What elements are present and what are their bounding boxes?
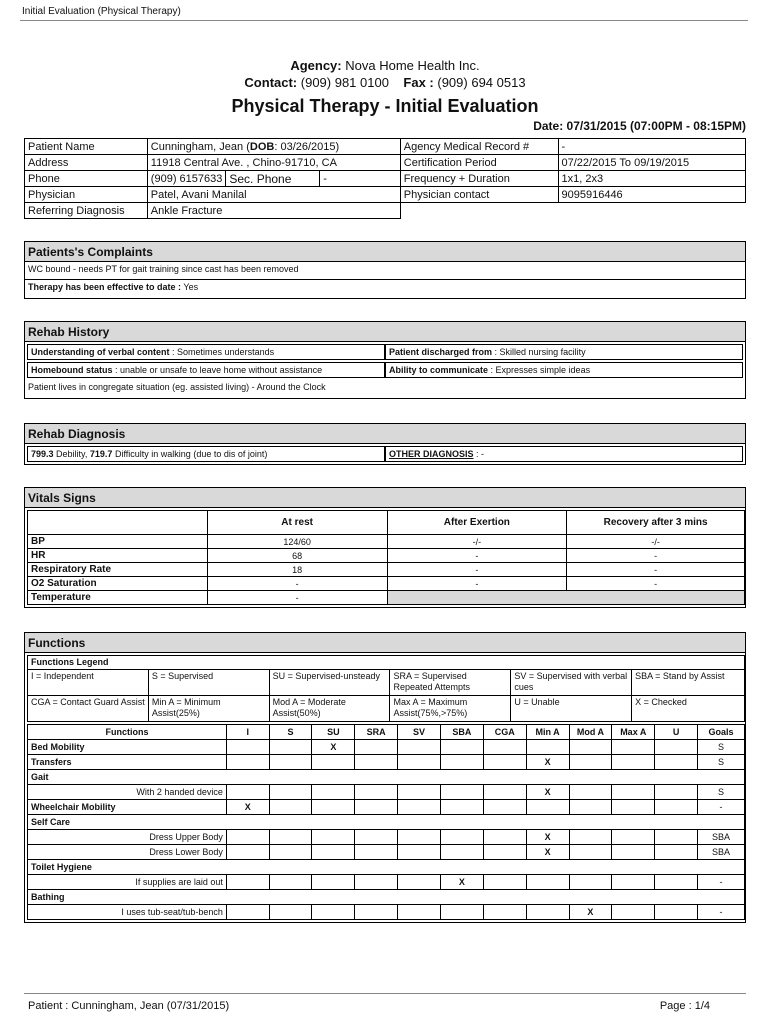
cert-label: Certification Period bbox=[400, 155, 558, 171]
other-diag-value: : - bbox=[476, 449, 485, 459]
function-cell bbox=[526, 740, 569, 755]
vital-rest: 18 bbox=[207, 563, 387, 577]
sec-phone-label: Sec. Phone bbox=[226, 171, 320, 187]
functions-header-cell: U bbox=[655, 725, 698, 740]
effective-label: Therapy has been effective to date : bbox=[28, 282, 182, 292]
functions-header-cell: S bbox=[269, 725, 312, 740]
functions-header-cell: Goals bbox=[697, 725, 744, 740]
freq-label: Frequency + Duration bbox=[400, 171, 558, 187]
function-cell bbox=[355, 740, 398, 755]
vitals-col-rest: At rest bbox=[207, 511, 387, 535]
function-cell bbox=[355, 800, 398, 815]
functions-row bbox=[28, 755, 745, 770]
function-cell bbox=[612, 905, 655, 920]
rehab-history-section bbox=[24, 321, 746, 399]
diag-text-1: Debility, bbox=[56, 449, 88, 459]
function-goal: - bbox=[697, 875, 744, 890]
function-cell bbox=[355, 755, 398, 770]
header-divider bbox=[20, 20, 748, 21]
function-cell bbox=[440, 740, 483, 755]
functions-row bbox=[28, 875, 745, 890]
vital-rest: 68 bbox=[207, 549, 387, 563]
function-cell bbox=[269, 905, 312, 920]
function-cell bbox=[269, 755, 312, 770]
functions-header-cell: SU bbox=[312, 725, 355, 740]
discharged-value: : Skilled nursing facility bbox=[494, 347, 586, 357]
function-goal: S bbox=[697, 785, 744, 800]
function-goal: SBA bbox=[697, 845, 744, 860]
vital-rest: - bbox=[207, 591, 387, 605]
patient-name-label: Patient Name bbox=[25, 139, 148, 155]
vital-name: Respiratory Rate bbox=[28, 563, 208, 577]
vitals-row bbox=[28, 549, 745, 563]
functions-legend bbox=[27, 655, 745, 722]
function-cell bbox=[483, 845, 526, 860]
phone-value: (909) 6157633 bbox=[147, 171, 226, 187]
address-value: 11918 Central Ave. , Chino-91710, CA bbox=[147, 155, 400, 171]
diag-code-2: 719.7 bbox=[89, 449, 113, 459]
function-cell bbox=[655, 830, 698, 845]
function-cell bbox=[312, 800, 355, 815]
physician-label: Physician bbox=[25, 187, 148, 203]
fax-label: Fax : bbox=[403, 75, 434, 90]
function-cell bbox=[398, 905, 441, 920]
functions-title: Functions bbox=[25, 633, 745, 653]
function-cell bbox=[312, 755, 355, 770]
diag-code-1: 799.3 bbox=[31, 449, 54, 459]
agency-fax: (909) 694 0513 bbox=[437, 75, 526, 90]
function-cell bbox=[355, 875, 398, 890]
vitals-title: Vitals Signs bbox=[25, 488, 745, 508]
function-goal: S bbox=[697, 755, 744, 770]
function-name: Wheelchair Mobility bbox=[28, 800, 227, 815]
function-cell bbox=[226, 830, 269, 845]
sec-phone-value: - bbox=[320, 171, 401, 187]
address-label: Address bbox=[25, 155, 148, 171]
record-value: - bbox=[558, 139, 746, 155]
legend-item: X = Checked bbox=[632, 696, 745, 722]
function-name: With 2 handed device bbox=[28, 785, 227, 800]
vitals-table bbox=[27, 510, 745, 605]
function-cell bbox=[226, 905, 269, 920]
discharged-cell bbox=[385, 344, 743, 360]
legend-item: CGA = Contact Guard Assist bbox=[28, 696, 149, 722]
agency-label: Agency: bbox=[290, 58, 342, 73]
functions-row bbox=[28, 845, 745, 860]
function-cell bbox=[569, 800, 612, 815]
verbal-label: Understanding of verbal content bbox=[31, 347, 170, 357]
function-goal: - bbox=[697, 800, 744, 815]
legend-item: SBA = Stand by Assist bbox=[632, 670, 745, 696]
function-cell bbox=[612, 785, 655, 800]
complaints-effective bbox=[25, 280, 745, 298]
physician-value: Patel, Avani Manilal bbox=[147, 187, 400, 203]
functions-row bbox=[28, 815, 745, 830]
function-cell: X bbox=[440, 875, 483, 890]
function-cell bbox=[526, 875, 569, 890]
function-cell bbox=[312, 905, 355, 920]
legend-item: S = Supervised bbox=[148, 670, 269, 696]
vital-exertion: - bbox=[387, 549, 567, 563]
function-cell bbox=[312, 845, 355, 860]
function-cell bbox=[269, 845, 312, 860]
function-cell bbox=[398, 785, 441, 800]
function-cell bbox=[569, 785, 612, 800]
visit-date: Date: 07/31/2015 (07:00PM - 08:15PM) bbox=[533, 119, 746, 133]
function-group-name: Bathing bbox=[28, 890, 745, 905]
functions-header-cell: SV bbox=[398, 725, 441, 740]
vitals-section bbox=[24, 487, 746, 608]
function-cell bbox=[440, 785, 483, 800]
verbal-cell bbox=[27, 344, 385, 360]
legend-item: SRA = Supervised Repeated Attempts bbox=[390, 670, 511, 696]
function-cell bbox=[526, 905, 569, 920]
function-cell bbox=[312, 785, 355, 800]
rehab-diagnosis-section bbox=[24, 423, 746, 465]
discharged-label: Patient discharged from bbox=[389, 347, 493, 357]
function-goal: SBA bbox=[697, 830, 744, 845]
function-cell bbox=[226, 845, 269, 860]
function-cell bbox=[355, 830, 398, 845]
function-cell: X bbox=[526, 845, 569, 860]
vital-recovery: -/- bbox=[567, 535, 745, 549]
contact-label: Contact: bbox=[244, 75, 298, 90]
function-cell bbox=[269, 800, 312, 815]
vitals-corner bbox=[28, 511, 208, 535]
function-goal: - bbox=[697, 905, 744, 920]
function-group-name: Gait bbox=[28, 770, 745, 785]
functions-table bbox=[27, 724, 745, 920]
page-header: Initial Evaluation (Physical Therapy) bbox=[22, 6, 181, 17]
diag-text-2: Difficulty in walking (due to dis of joint) bbox=[114, 449, 268, 459]
function-cell: X bbox=[569, 905, 612, 920]
vital-exertion: -/- bbox=[387, 535, 567, 549]
function-name: Transfers bbox=[28, 755, 227, 770]
function-name: Bed Mobility bbox=[28, 740, 227, 755]
function-cell bbox=[569, 875, 612, 890]
footer-divider bbox=[24, 993, 746, 994]
complaints-title: Patients's Complaints bbox=[25, 242, 745, 262]
vital-rest: 124/60 bbox=[207, 535, 387, 549]
other-diagnosis-cell bbox=[385, 446, 743, 462]
legend-item: Mod A = Moderate Assist(50%) bbox=[269, 696, 390, 722]
patient-info-table bbox=[24, 138, 746, 219]
diagnosis-row bbox=[27, 446, 743, 462]
functions-row bbox=[28, 830, 745, 845]
vital-name: HR bbox=[28, 549, 208, 563]
function-cell bbox=[398, 845, 441, 860]
function-cell bbox=[655, 800, 698, 815]
function-cell bbox=[440, 830, 483, 845]
function-cell: X bbox=[226, 800, 269, 815]
function-cell bbox=[226, 875, 269, 890]
function-cell bbox=[655, 875, 698, 890]
functions-row bbox=[28, 905, 745, 920]
function-cell bbox=[612, 875, 655, 890]
vital-exertion: - bbox=[387, 577, 567, 591]
function-cell bbox=[226, 755, 269, 770]
cert-value: 07/22/2015 To 09/19/2015 bbox=[558, 155, 746, 171]
legend-item: Max A = Maximum Assist(75%,>75%) bbox=[390, 696, 511, 722]
functions-section bbox=[24, 632, 746, 923]
function-name: If supplies are laid out bbox=[28, 875, 227, 890]
function-cell bbox=[398, 800, 441, 815]
function-cell bbox=[655, 785, 698, 800]
rehab-diagnosis-title: Rehab Diagnosis bbox=[25, 424, 745, 444]
agency-block bbox=[0, 57, 770, 91]
communicate-label: Ability to communicate bbox=[389, 365, 489, 375]
referring-value: Ankle Fracture bbox=[147, 203, 400, 219]
vital-rest: - bbox=[207, 577, 387, 591]
functions-header-cell: CGA bbox=[483, 725, 526, 740]
function-name: Dress Lower Body bbox=[28, 845, 227, 860]
other-diag-label: OTHER DIAGNOSIS bbox=[389, 449, 474, 459]
function-cell bbox=[269, 740, 312, 755]
functions-header-cell: Functions bbox=[28, 725, 227, 740]
vital-recovery: - bbox=[567, 563, 745, 577]
function-cell bbox=[612, 845, 655, 860]
function-cell: X bbox=[526, 755, 569, 770]
function-cell bbox=[483, 830, 526, 845]
rehab-history-title: Rehab History bbox=[25, 322, 745, 342]
function-cell bbox=[569, 830, 612, 845]
function-cell bbox=[269, 830, 312, 845]
legend-item: U = Unable bbox=[511, 696, 632, 722]
function-cell bbox=[483, 755, 526, 770]
functions-header-cell: Min A bbox=[526, 725, 569, 740]
function-group-name: Self Care bbox=[28, 815, 745, 830]
empty-cell bbox=[558, 203, 746, 219]
vital-name: Temperature bbox=[28, 591, 208, 605]
functions-header-row bbox=[28, 725, 745, 740]
referring-label: Referring Diagnosis bbox=[25, 203, 148, 219]
legend-item: SV = Supervised with verbal cues bbox=[511, 670, 632, 696]
function-cell bbox=[526, 800, 569, 815]
vitals-row bbox=[28, 563, 745, 577]
legend-item: Min A = Minimum Assist(25%) bbox=[148, 696, 269, 722]
patient-name: Cunningham, Jean bbox=[150, 140, 244, 153]
complaints-text: WC bound - needs PT for gait training since cast has been removed bbox=[25, 262, 745, 280]
function-cell bbox=[440, 905, 483, 920]
function-cell bbox=[612, 830, 655, 845]
function-cell bbox=[355, 845, 398, 860]
function-cell bbox=[440, 755, 483, 770]
functions-header-cell: I bbox=[226, 725, 269, 740]
function-cell: X bbox=[526, 830, 569, 845]
function-cell bbox=[655, 740, 698, 755]
communicate-value: : Expresses simple ideas bbox=[490, 365, 591, 375]
page-title: Physical Therapy - Initial Evaluation bbox=[231, 96, 539, 116]
lives-text: Patient lives in congregate situation (eg. assisted living) - Around the Clock bbox=[28, 382, 326, 392]
function-cell bbox=[398, 755, 441, 770]
function-cell: X bbox=[312, 740, 355, 755]
function-cell bbox=[226, 785, 269, 800]
vitals-col-exertion: After Exertion bbox=[387, 511, 567, 535]
agency-contact: (909) 981 0100 bbox=[300, 75, 389, 90]
functions-row bbox=[28, 800, 745, 815]
function-cell bbox=[269, 875, 312, 890]
function-cell bbox=[483, 905, 526, 920]
function-cell bbox=[655, 845, 698, 860]
effective-value: Yes bbox=[183, 282, 199, 292]
function-cell bbox=[355, 785, 398, 800]
function-cell bbox=[612, 740, 655, 755]
function-group-name: Toilet Hygiene bbox=[28, 860, 745, 875]
vital-empty bbox=[387, 591, 745, 605]
vital-recovery: - bbox=[567, 549, 745, 563]
legend-item: SU = Supervised-unsteady bbox=[269, 670, 390, 696]
functions-header-cell: SRA bbox=[355, 725, 398, 740]
function-cell: X bbox=[526, 785, 569, 800]
phys-contact-value: 9095916446 bbox=[558, 187, 746, 203]
function-cell bbox=[440, 800, 483, 815]
vitals-row bbox=[28, 535, 745, 549]
history-row-1 bbox=[27, 344, 743, 360]
function-cell bbox=[612, 800, 655, 815]
function-cell bbox=[655, 755, 698, 770]
footer-patient: Patient : Cunningham, Jean (07/31/2015) bbox=[28, 1000, 230, 1012]
vital-exertion: - bbox=[387, 563, 567, 577]
function-goal: S bbox=[697, 740, 744, 755]
dob-label: DOB bbox=[249, 140, 275, 153]
patient-name-cell: Cunningham, Jean (DOB: 03/26/2015) bbox=[147, 139, 400, 155]
functions-row bbox=[28, 890, 745, 905]
legend-item: I = Independent bbox=[28, 670, 149, 696]
functions-row bbox=[28, 740, 745, 755]
function-cell bbox=[612, 755, 655, 770]
function-cell bbox=[440, 845, 483, 860]
function-cell bbox=[226, 740, 269, 755]
communicate-cell bbox=[385, 362, 743, 378]
function-cell bbox=[355, 905, 398, 920]
functions-row bbox=[28, 860, 745, 875]
history-row-2 bbox=[27, 362, 743, 378]
patient-dob: 03/26/2015 bbox=[280, 140, 336, 153]
function-name: Dress Upper Body bbox=[28, 830, 227, 845]
function-cell bbox=[483, 875, 526, 890]
agency-name: Nova Home Health Inc. bbox=[345, 58, 480, 73]
function-name: I uses tub-seat/tub-bench bbox=[28, 905, 227, 920]
functions-header-cell: Mod A bbox=[569, 725, 612, 740]
functions-row bbox=[28, 785, 745, 800]
function-cell bbox=[483, 800, 526, 815]
complaints-section bbox=[24, 241, 746, 299]
functions-header-cell: SBA bbox=[440, 725, 483, 740]
functions-row bbox=[28, 770, 745, 785]
phone-label: Phone bbox=[25, 171, 148, 187]
vitals-row bbox=[28, 577, 745, 591]
vital-name: O2 Saturation bbox=[28, 577, 208, 591]
function-cell bbox=[312, 875, 355, 890]
homebound-cell bbox=[27, 362, 385, 378]
vital-name: BP bbox=[28, 535, 208, 549]
empty-cell bbox=[400, 203, 558, 219]
function-cell bbox=[398, 875, 441, 890]
function-cell bbox=[312, 830, 355, 845]
function-cell bbox=[655, 905, 698, 920]
homebound-value: : unable or unsafe to leave home without assistance bbox=[115, 365, 323, 375]
function-cell bbox=[398, 830, 441, 845]
footer-page: Page : 1/4 bbox=[659, 1000, 710, 1012]
vitals-row bbox=[28, 591, 745, 605]
function-cell bbox=[569, 740, 612, 755]
vitals-col-recovery: Recovery after 3 mins bbox=[567, 511, 745, 535]
verbal-value: : Sometimes understands bbox=[172, 347, 275, 357]
homebound-label: Homebound status bbox=[31, 365, 113, 375]
function-cell bbox=[398, 740, 441, 755]
diagnosis-cell bbox=[27, 446, 385, 462]
function-cell bbox=[569, 755, 612, 770]
function-cell bbox=[483, 785, 526, 800]
vital-recovery: - bbox=[567, 577, 745, 591]
function-cell bbox=[483, 740, 526, 755]
functions-header-cell: Max A bbox=[612, 725, 655, 740]
phys-contact-label: Physician contact bbox=[400, 187, 558, 203]
legend-title: Functions Legend bbox=[28, 656, 745, 670]
freq-value: 1x1, 2x3 bbox=[558, 171, 746, 187]
function-cell bbox=[269, 785, 312, 800]
record-label: Agency Medical Record # bbox=[400, 139, 558, 155]
function-cell bbox=[569, 845, 612, 860]
